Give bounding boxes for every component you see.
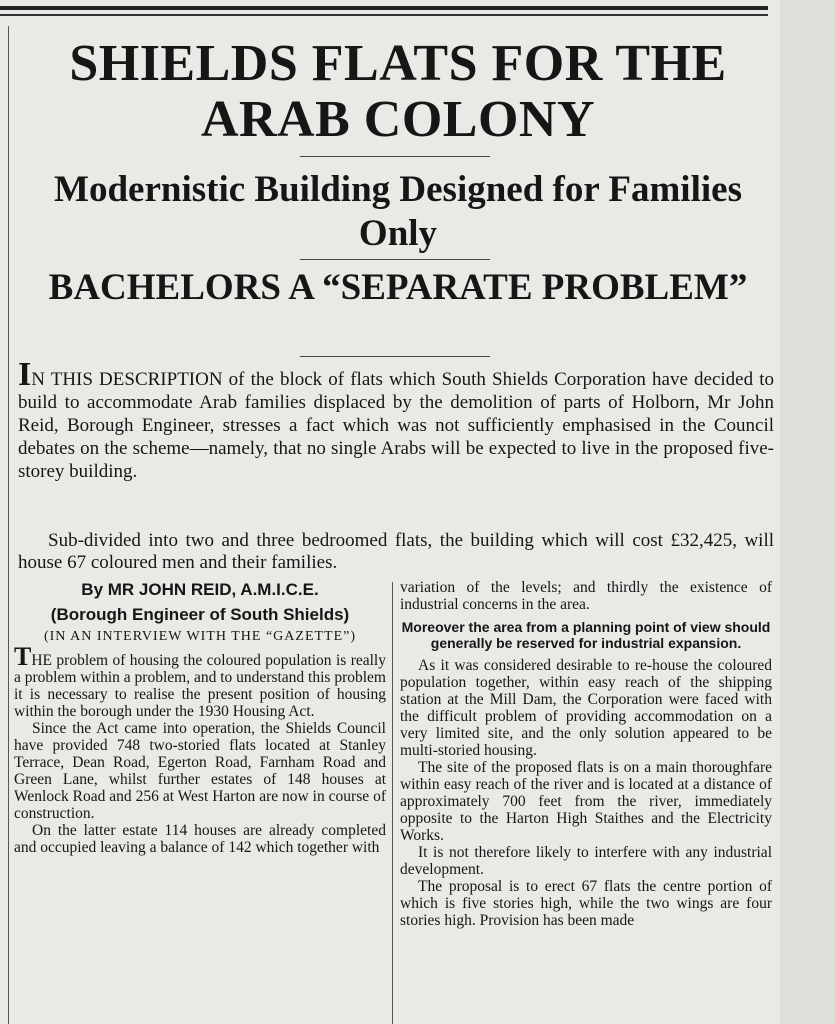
intro-dropcap: I <box>18 356 32 393</box>
intro-paragraph-2: Sub-divided into two and three bedroomed flats, the building which will cost £32,425, will house 67 coloured men and their families. <box>18 530 774 573</box>
column2-paragraph-3: The site of the proposed flats is on a main thoroughfare within easy reach of the river and is located at a distance of approximately 700 feet from the river, immediately opposite to the Harton High Staithes and the Electricity Works. <box>400 759 772 844</box>
column1-paragraph-1 <box>14 642 386 720</box>
top-rule-thin <box>0 14 768 16</box>
article-column-left <box>14 579 386 856</box>
column2-paragraph-5: The proposal is to erect 67 flats the centre portion of which is five stories high, while the two wings are four stories high. Provision has been made <box>400 878 772 929</box>
column1-paragraph-1-text: HE problem of housing the coloured population is really a problem within a problem, and to understand this problem it is necessary to realise the present position of housing within the borough under the 1930 Housing Act. <box>14 652 386 720</box>
interview-note: (IN AN INTERVIEW WITH THE “GAZETTE”) <box>43 629 357 644</box>
headline-subtitle: Modernistic Building Designed for Families Only <box>54 169 742 254</box>
intro-text: N THIS DESCRIPTION of the block of flats which South Shields Corporation have decided to build to accommodate Arab families displaced by the demolition of parts of Holborn, Mr John Reid, Borough Engineer, stresses a fact which was not sufficiently emphasised in the Council debates on the scheme—namely, that no single Arabs will be expected to live in the proposed five-storey building. <box>18 369 774 482</box>
headline-title: SHIELDS FLATS FOR THE ARAB COLONY <box>69 35 727 148</box>
left-column-rule <box>8 26 9 1024</box>
column1-paragraph-3: On the latter estate 114 houses are already completed and occupied leaving a balance of 142 which together with <box>14 822 386 856</box>
sub-headline: BACHELORS A “SEPARATE PROBLEM” <box>48 267 748 308</box>
subtitle-divider <box>300 259 490 260</box>
column2-paragraph-1: variation of the levels; and thirdly the existence of industrial concerns in the area. <box>400 579 772 613</box>
column2-paragraph-4: It is not therefore likely to interfere with any industrial development. <box>400 844 772 878</box>
column-divider <box>392 582 393 1024</box>
byline-role: (Borough Engineer of South Shields) <box>50 605 350 624</box>
headline-divider <box>300 156 490 157</box>
column1-dropcap: T <box>14 642 32 671</box>
column1-paragraph-2: Since the Act came into operation, the Shields Council have provided 748 two-storied flats located at Stanley Terrace, Dean Road, Egerton Road, Farnham Road and Green Lane, whilst further estates of 148 houses at Wenlock Road and 256 at West Harton are now in course of construction. <box>14 720 386 822</box>
column2-subhead: Moreover the area from a planning point of view should generally be reserved for industrial expansion. <box>401 619 771 651</box>
article-column-right <box>400 579 772 929</box>
intro-paragraph <box>18 356 774 483</box>
adjacent-column-edge <box>780 0 835 1024</box>
column2-paragraph-2: As it was considered desirable to re-house the coloured population together, within easy reach of the shipping station at the Mill Dam, the Corporation were faced with the difficult problem of providing accommodation on a very limited site, and the only solution appeared to be multi-storied housing. <box>400 657 772 759</box>
top-rule <box>0 6 768 10</box>
byline-author: By MR JOHN REID, A.M.I.C.E. <box>81 580 319 599</box>
sub-headline-divider <box>300 356 490 357</box>
